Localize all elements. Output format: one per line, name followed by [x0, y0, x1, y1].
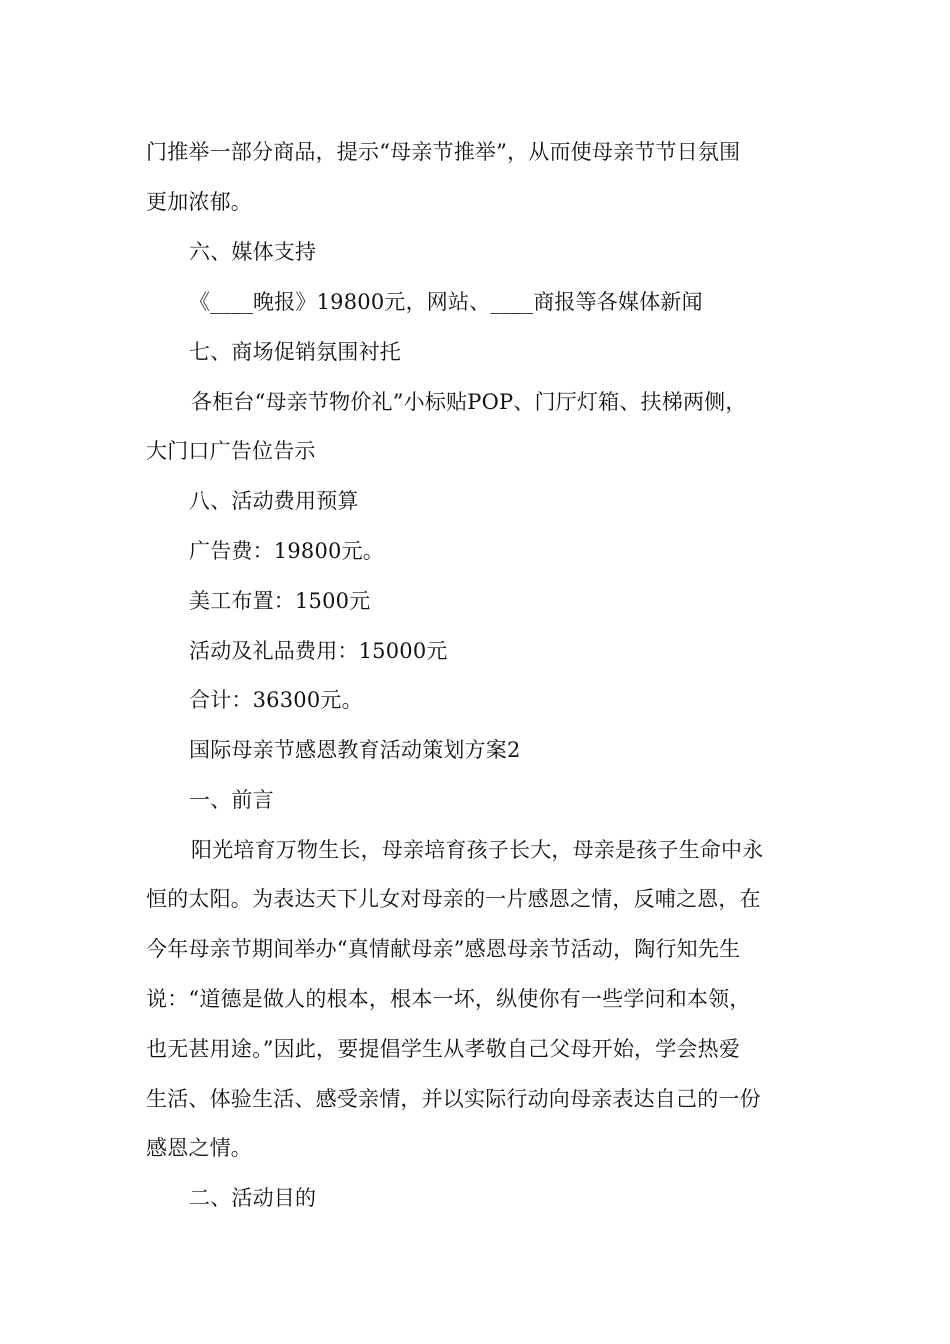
text-line: 生活、体验生活、感受亲情，并以实际行动向母亲表达自己的一份 — [146, 1087, 761, 1111]
text-line: 大门口广告位告示 — [146, 439, 316, 463]
text-line: 《____晚报》19800元，网站、____商报等各媒体新闻 — [189, 290, 703, 314]
section-heading: 一、前言 — [189, 788, 274, 812]
document-title: 国际母亲节感恩教育活动策划方案2 — [189, 738, 521, 762]
text-line: 恒的太阳。为表达天下儿女对母亲的一片感恩之情，反哺之恩，在 — [146, 887, 761, 911]
section-heading: 六、媒体支持 — [189, 240, 317, 264]
text-line: 广告费：19800元。 — [189, 539, 385, 563]
section-heading: 七、商场促销氛围衬托 — [189, 340, 401, 364]
text-line: 今年母亲节期间举办“真情献母亲”感恩母亲节活动，陶行知先生 — [146, 937, 741, 961]
text-line: 阳光培育万物生长，母亲培育孩子长大，母亲是孩子生命中永 — [191, 838, 764, 862]
section-heading: 二、活动目的 — [189, 1186, 317, 1210]
text-line: 感恩之情。 — [146, 1136, 252, 1160]
text-line: 说：“道德是做人的根本，根本一坏，纵使你有一些学问和本领， — [146, 987, 751, 1011]
text-line: 活动及礼品费用：15000元 — [189, 639, 448, 663]
text-line: 门推举一部分商品，提示“母亲节推举”，从而使母亲节节日氛围 — [146, 140, 741, 164]
text-line: 更加浓郁。 — [146, 190, 252, 214]
text-line: 也无甚用途。”因此，要提倡学生从孝敬自己父母开始，学会热爱 — [146, 1037, 741, 1061]
text-line: 各柜台“母亲节物价礼”小标贴POP、门厅灯箱、扶梯两侧， — [191, 390, 747, 414]
section-heading: 八、活动费用预算 — [189, 489, 359, 513]
text-line: 合计：36300元。 — [189, 688, 363, 712]
text-line: 美工布置：1500元 — [189, 589, 371, 613]
